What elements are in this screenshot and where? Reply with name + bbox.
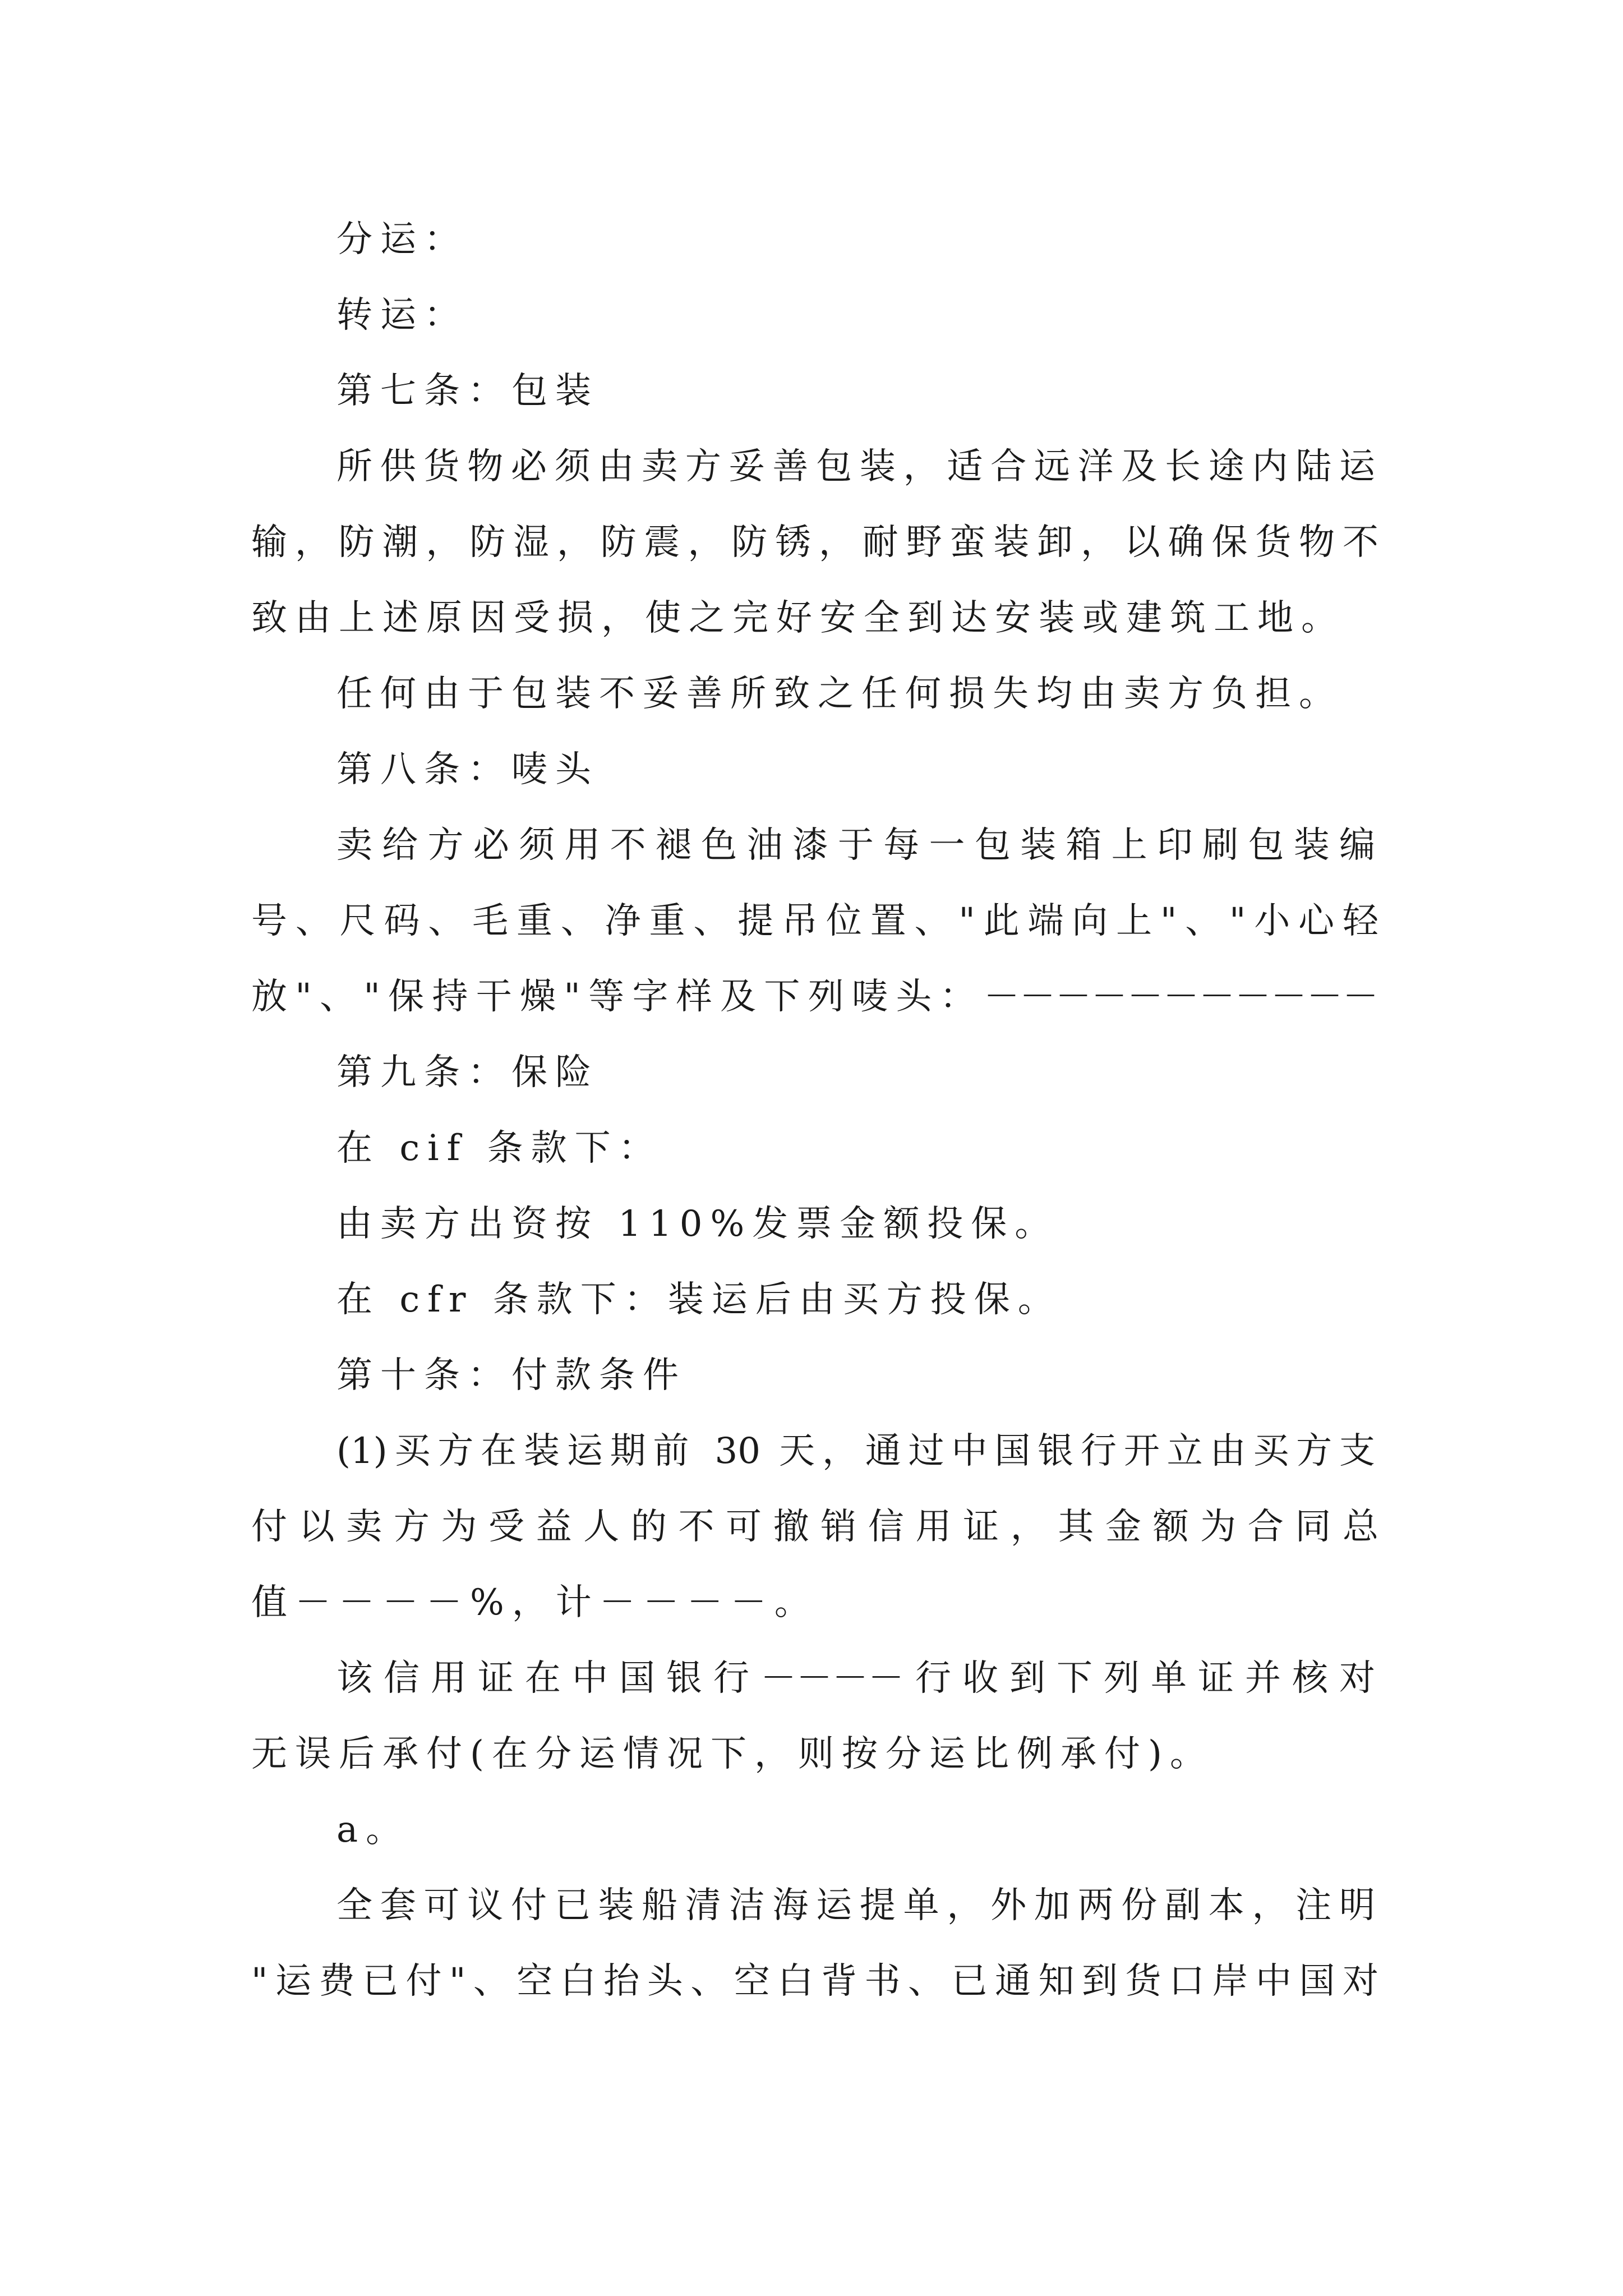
paragraph-line: 该信用证在中国银行－－－－行收到下列单证并核对 (336, 1658, 1375, 1699)
section-heading: 第八条：唛头 (336, 749, 599, 790)
paragraph-line: 值－－－－%，计－－－－。 (251, 1582, 818, 1623)
paragraph-line: 所供货物必须由卖方妥善包装，适合远洋及长途内陆运 (336, 446, 1375, 487)
paragraph-line: 转运： (336, 295, 468, 336)
paragraph-line: 付以卖方为受益人的不可撤销信用证，其金额为合同总 (251, 1506, 1378, 1548)
paragraph-line: 在 cfr 条款下：装运后由买方投保。 (336, 1279, 1062, 1320)
section-heading: 第七条：包装 (336, 370, 599, 412)
paragraph-line: 号、尺码、毛重、净重、提吊位置、"此端向上"、"小心轻 (251, 900, 1378, 942)
paragraph-line: 任何由于包装不妥善所致之任何损失均由卖方负担。 (336, 673, 1343, 715)
paragraph-line: 由卖方出资按 110%发票金额投保。 (336, 1203, 1059, 1245)
section-heading: 第九条：保险 (336, 1052, 599, 1093)
paragraph-line: 致由上述原因受损，使之完好安全到达安装或建筑工地。 (251, 597, 1345, 639)
paragraph-line: 在 cif 条款下： (336, 1128, 662, 1169)
paragraph-line: (1)买方在装运期前 30 天，通过中国银行开立由买方支 (336, 1430, 1375, 1472)
paragraph-line: 分运： (336, 219, 468, 260)
section-heading: 第十条：付款条件 (336, 1355, 686, 1396)
paragraph-line: 卖给方必须用不褪色油漆于每一包装箱上印刷包装编 (336, 825, 1375, 866)
paragraph-line: a。 (336, 1809, 410, 1851)
paragraph-line: 输，防潮，防湿，防震，防锈，耐野蛮装卸，以确保货物不 (251, 522, 1378, 563)
paragraph-line: 全套可议付已装船清洁海运提单，外加两份副本，注明 (336, 1885, 1375, 1926)
paragraph-line: 放"、"保持干燥"等字样及下列唛头：－－－－－－－－－－－ (251, 976, 1378, 1018)
paragraph-line: 无误后承付(在分运情况下，则按分运比例承付)。 (251, 1733, 1214, 1775)
paragraph-line: "运费已付"、空白抬头、空白背书、已通知到货口岸中国对 (251, 1961, 1378, 2002)
